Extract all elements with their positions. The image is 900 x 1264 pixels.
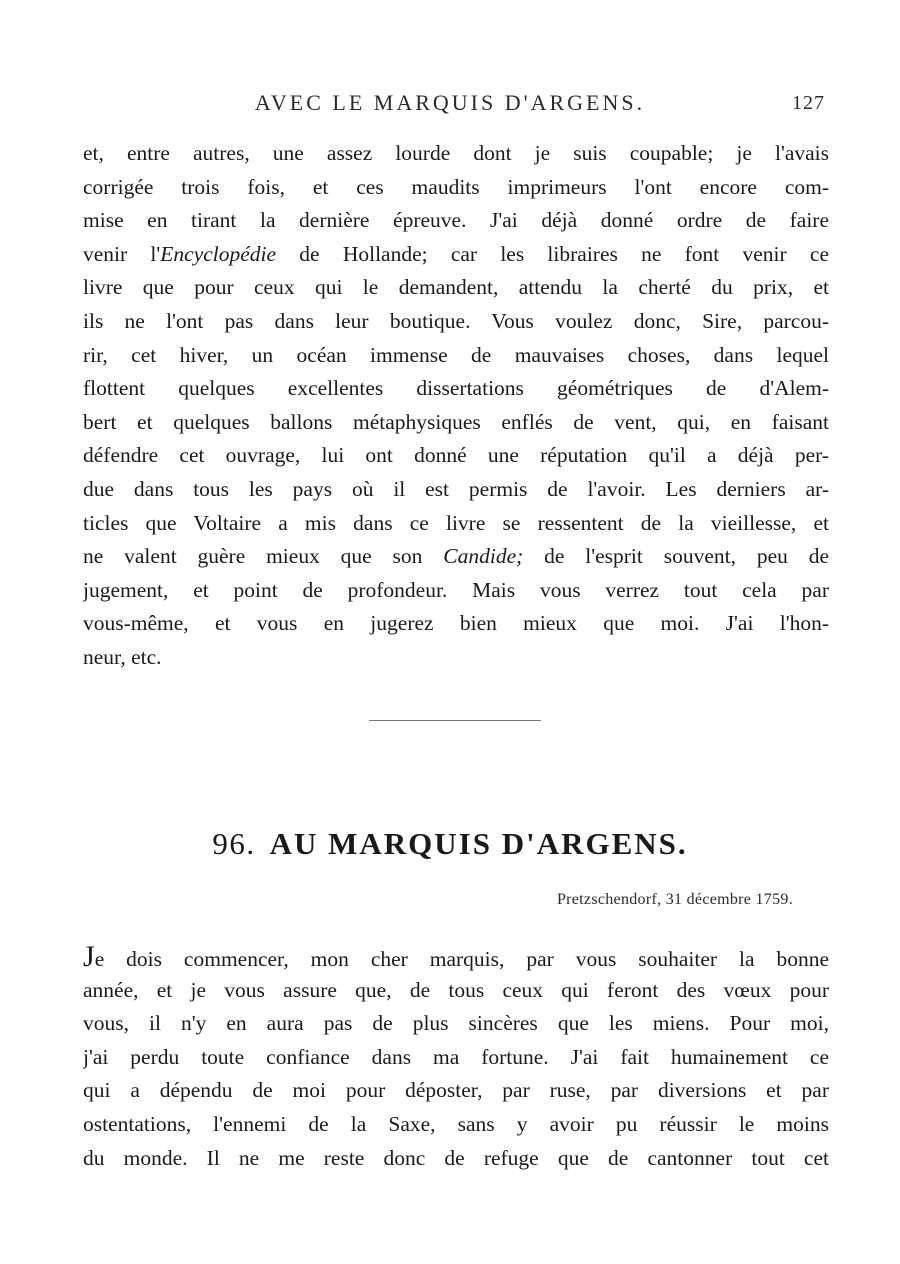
letter-dateline: Pretzschendorf, 31 décembre 1759.: [556, 891, 793, 908]
section-divider: [369, 720, 541, 721]
text-line: ne valent guère mieux que son Candide; de l'esprit souvent, peu de: [83, 544, 829, 569]
text-line: mise en tirant la dernière épreuve. J'ai déjà donné ordre de faire: [83, 208, 829, 233]
text-line: année, et je vous assure que, de tous ceux qui feront des vœux pour: [83, 977, 829, 1002]
text-line: ils ne l'ont pas dans leur boutique. Vous voulez donc, Sire, parcou-: [83, 308, 829, 333]
text-line: ticles que Voltaire a mis dans ce livre se ressentent de la vieillesse, et: [83, 510, 829, 535]
text-line: défendre cet ouvrage, lui ont donné une réputation qu'il a déjà per-: [83, 443, 829, 468]
text-line: jugement, et point de profondeur. Mais vous verrez tout cela par: [83, 577, 829, 602]
previous-letter-text: [83, 137, 829, 675]
text-line: ostentations, l'ennemi de la Saxe, sans y avoir pu réussir le moins: [83, 1111, 829, 1136]
text-line: qui a dépendu de moi pour déposter, par ruse, par diversions et par: [83, 1078, 829, 1103]
running-head: [0, 90, 900, 120]
text-line: flottent quelques excellentes dissertations géométriques de d'Alem-: [83, 376, 829, 401]
text-line: du monde. Il ne me reste donc de refuge que de cantonner tout cet: [83, 1145, 829, 1170]
text-line: bert et quelques ballons métaphysiques enflés de vent, qui, en faisant: [83, 409, 829, 434]
text-line: livre que pour ceux qui le demandent, attendu la cherté du prix, et: [83, 275, 829, 300]
drop-cap: J: [83, 940, 95, 973]
text-line: due dans tous les pays où il est permis de l'avoir. Les derniers ar-: [83, 476, 829, 501]
text-line: et, entre autres, une assez lourde dont je suis coupable; je l'avais: [83, 141, 829, 165]
letter-recipient: AU MARQUIS D'ARGENS.: [269, 826, 688, 861]
italic-title-encyclopedie: Encyclopédie: [160, 241, 277, 266]
text-line: vous-même, et vous en jugerez bien mieux que moi. J'ai l'hon-: [83, 611, 829, 636]
text-line: venir l'Encyclopédie de Hollande; car les libraires ne font venir ce: [83, 241, 829, 266]
text-line: Je dois commencer, mon cher marquis, par vous souhaiter la bonne: [83, 940, 829, 973]
text-line: rir, cet hiver, un océan immense de mauvaises choses, dans lequel: [83, 342, 829, 367]
text-line: neur, etc.: [83, 644, 162, 669]
running-title: AVEC LE MARQUIS D'ARGENS.: [254, 90, 646, 115]
page-number: 127: [792, 92, 825, 114]
letter-body-text: [83, 940, 829, 1175]
text-line: j'ai perdu toute confiance dans ma fortune. J'ai fait humainement ce: [83, 1044, 829, 1069]
text-line: corrigée trois fois, et ces maudits imprimeurs l'ont encore com-: [83, 174, 829, 199]
italic-title-candide: Candide;: [443, 544, 524, 569]
text-line: vous, il n'y en aura pas de plus sincères que les miens. Pour moi,: [83, 1011, 829, 1036]
letter-number: 96.: [212, 826, 256, 861]
letter-heading: [0, 826, 900, 862]
